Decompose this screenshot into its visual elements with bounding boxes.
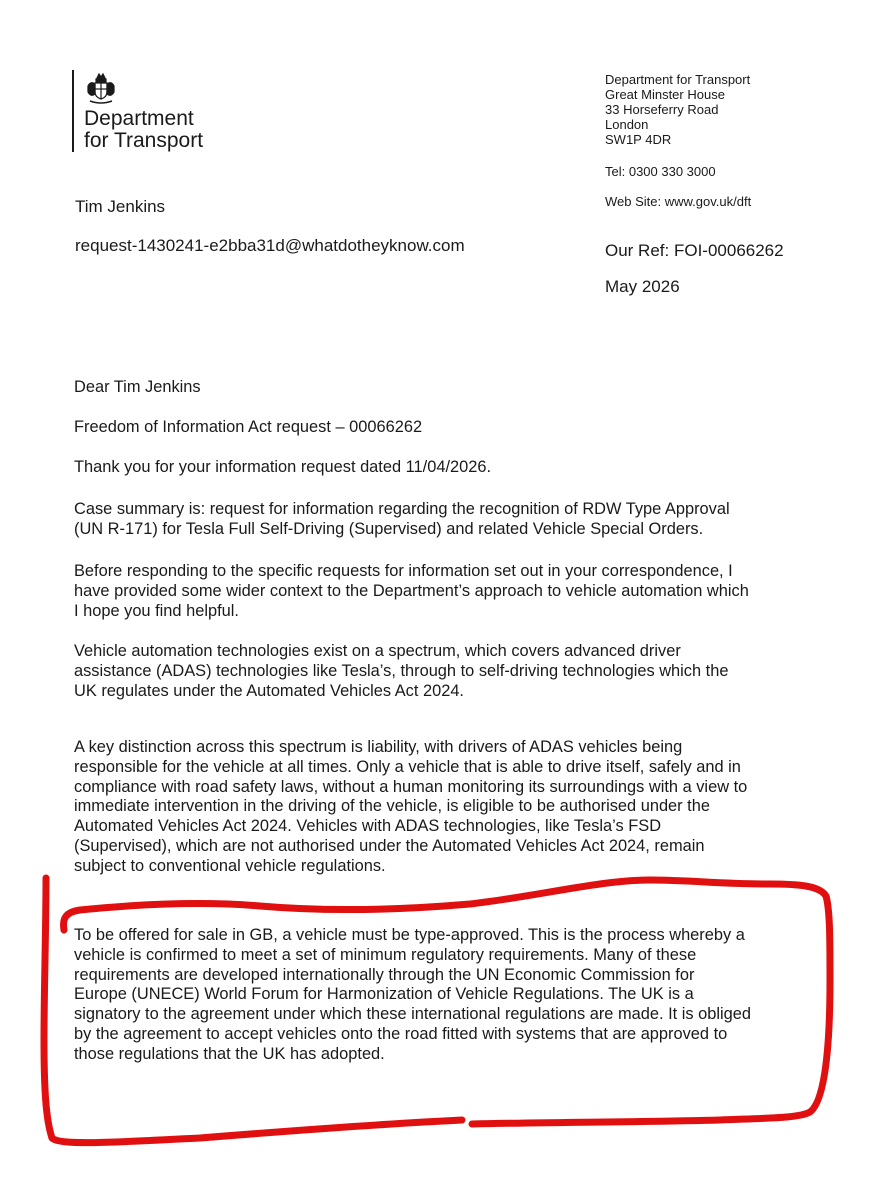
address-line: Department for Transport xyxy=(605,72,751,87)
salutation xyxy=(74,378,814,398)
paragraph-line: Europe (UNECE) World Forum for Harmonization of Vehicle Regulations. The UK is a xyxy=(74,985,694,1004)
sender-telephone: Tel: 0300 330 3000 xyxy=(605,164,716,179)
paragraph-thanks xyxy=(74,458,814,478)
paragraph-line: UK regulates under the Automated Vehicles Act 2024. xyxy=(74,681,464,700)
paragraph-line: requirements are developed internationally through the UN Economic Commission for xyxy=(74,965,695,984)
address-line: SW1P 4DR xyxy=(605,132,672,147)
paragraph-type-approval xyxy=(74,926,814,1065)
address-line: Great Minster House xyxy=(605,87,725,102)
address-line: 33 Horseferry Road xyxy=(605,102,719,117)
paragraph-line: To be offered for sale in GB, a vehicle must be type-approved. This is the process whereby a xyxy=(74,926,745,944)
paragraph-line: Vehicle automation technologies exist on a spectrum, which covers advanced driver xyxy=(74,642,681,660)
sender-website: Web Site: www.gov.uk/dft xyxy=(605,194,752,209)
paragraph-line: compliance with road safety laws, without a human monitoring its surroundings with a view to xyxy=(74,777,748,796)
paragraph-line: signatory to the agreement under which these international regulations are made. It is obliged xyxy=(74,1005,751,1024)
paragraph-line: Before responding to the specific requests for information set out in your correspondence, I xyxy=(74,562,733,580)
our-reference: Our Ref: FOI-00066262 xyxy=(605,241,784,260)
subject-line xyxy=(74,418,814,438)
letter-date: May 2026 xyxy=(605,277,680,296)
paragraph-line: (UN R-171) for Tesla Full Self-Driving (Supervised) and related Vehicle Special Orders. xyxy=(74,519,704,538)
paragraph-line: subject to conventional vehicle regulations. xyxy=(74,856,386,875)
dept-name-line1: Department xyxy=(84,107,194,130)
paragraph-case-summary xyxy=(74,500,814,540)
paragraph-line: Case summary is: request for information regarding the recognition of RDW Type Approval xyxy=(74,500,730,518)
paragraph-spectrum xyxy=(74,642,814,701)
address-line: London xyxy=(605,117,649,132)
paragraph-line: Automated Vehicles Act 2024. Vehicles with ADAS technologies, like Tesla’s FSD xyxy=(74,817,662,836)
recipient-email: request-1430241-e2bba31d@whatdotheyknow.com xyxy=(75,236,465,255)
paragraph-line: immediate intervention in the driving of the vehicle, is eligible to be authorised under the xyxy=(74,797,710,816)
paragraph-line: by the agreement to accept vehicles onto the road fitted with systems that are approved to xyxy=(74,1024,728,1043)
salutation-text: Dear Tim Jenkins xyxy=(74,378,201,396)
paragraph-line: vehicle is confirmed to meet a set of minimum regulatory requirements. Many of these xyxy=(74,945,697,964)
paragraph-line: have provided some wider context to the Department’s approach to vehicle automation which xyxy=(74,581,749,600)
paragraph-line: A key distinction across this spectrum is liability, with drivers of ADAS vehicles being xyxy=(74,738,683,756)
royal-crest-icon xyxy=(84,72,118,106)
paragraph-line: I hope you find helpful. xyxy=(74,601,239,620)
sender-address xyxy=(605,72,750,147)
paragraph-line: those regulations that the UK has adopted. xyxy=(74,1044,385,1063)
paragraph-line: (Supervised), which are not authorised under the Automated Vehicles Act 2024, remain xyxy=(74,836,705,855)
dept-name-line2: for Transport xyxy=(84,129,204,152)
paragraph-line: Thank you for your information request dated 11/04/2026. xyxy=(74,458,492,476)
paragraph-context xyxy=(74,562,814,621)
paragraph-line: assistance (ADAS) technologies like Tesla’s, through to self-driving technologies which the xyxy=(74,661,729,680)
dft-logo xyxy=(72,70,284,152)
recipient-name: Tim Jenkins xyxy=(75,197,166,216)
paragraph-line: responsible for the vehicle at all times. Only a vehicle that is able to drive itself, safely and in xyxy=(74,757,741,776)
paragraph-liability xyxy=(74,738,814,877)
subject-text: Freedom of Information Act request – 00066262 xyxy=(74,418,423,436)
